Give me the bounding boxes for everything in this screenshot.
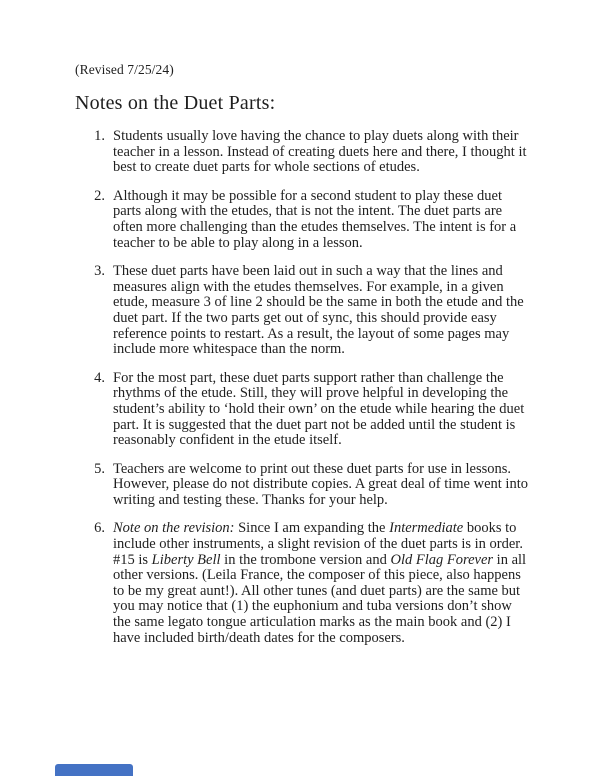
list-item (75, 129, 530, 176)
list-item (75, 189, 530, 251)
list-item-number: 3. (94, 263, 105, 280)
list-item-number: 6. (94, 520, 105, 537)
list-item-text: Students usually love having the chance to play duets along with their teacher in a lesson. Instead of creating duets here and there, I thought it best to create duet parts for whole sections of etudes. (113, 128, 527, 176)
list-item-text: For the most part, these duet parts support rather than challenge the rhythms of the etude. Still, they will prove helpful in developing the student’s ability to ‘hold their own’ on the etude while hearing the duet part. It is suggested that the duet part not be added until the student is reasonably confident in the etude itself. (113, 369, 525, 449)
list-item-number: 4. (94, 369, 105, 386)
list-item-text: These duet parts have been laid out in such a way that the lines and measures align with the etudes themselves. For example, in a given etude, measure 3 of line 2 should be the same in both the etude and the duet part. If the two parts get out of sync, this should provide easy reference points to restart. As a result, the layout of some pages may include more whitespace than the norm. (113, 263, 524, 358)
list-item-number: 1. (94, 128, 105, 144)
list-item-number: 5. (94, 460, 105, 477)
partial-blue-button[interactable] (55, 764, 133, 776)
notes-list (75, 129, 530, 646)
revision-note: (Revised 7/25/24) (75, 62, 174, 77)
list-item (75, 371, 530, 449)
list-item-text: Note on the revision: Since I am expanding the Intermediate books to include other instruments, a slight revision of the duet parts is in order. #15 is Liberty Bell in the trombone version and Old Flag Forever in all other versions. (Leila France, the composer of this piece, also happens to be my great aunt!). All other tunes (and duet parts) are the same but you may notice that (1) the euphonium and tuba versions don’t show the same legato tongue articulation marks as the main book and (2) I have included birth/death dates for the composers. (113, 520, 527, 646)
list-item (75, 462, 530, 509)
list-item-text: Although it may be possible for a second student to play these duet parts along with the etudes, that is not the intent. The duet parts are often more challenging than the etudes themselves. The intent is for a teacher to be able to play along in a lesson. (113, 187, 517, 251)
list-item (75, 521, 530, 646)
list-item-text: Teachers are welcome to print out these duet parts for use in lessons. However, please do not distribute copies. A great deal of time went into writing and testing these. Thanks for your help. (113, 460, 528, 508)
list-item-number: 2. (94, 187, 105, 204)
page-title: Notes on the Duet Parts: (75, 92, 276, 114)
list-item (75, 264, 530, 358)
